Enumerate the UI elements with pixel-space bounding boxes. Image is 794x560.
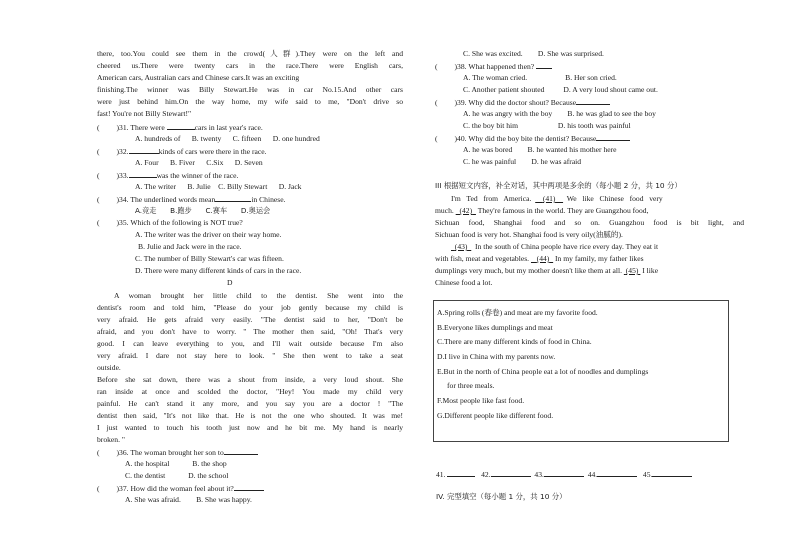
q39-options-ab: A. he was angry with the boy B. he was glad to see the boy <box>463 109 656 118</box>
dialog-line-4: Sichuan food is very hot. Shanghai food is very oily(油腻的). <box>435 230 623 239</box>
dialog-line-2-pre: much. <box>435 206 454 215</box>
q33-blank[interactable] <box>129 170 157 178</box>
answer-42-label: 42. <box>481 470 491 479</box>
q31-open-paren: ( <box>97 123 100 132</box>
dialog-line-8: Chinese food a lot. <box>435 278 493 287</box>
q38-options-cd: C. Another patient shouted D. A very loud shout came out. <box>463 85 658 94</box>
q33-text: was the winner of the race. <box>156 171 239 180</box>
question-33 <box>97 170 238 181</box>
blank-44-label: (44) <box>536 254 550 263</box>
option-b: B.Everyone likes dumplings and meat <box>437 323 553 332</box>
q39-text: Why did the doctor shout? Because <box>468 98 577 107</box>
q31-options: A. hundreds of B. twenty C. fifteen D. one hundred <box>135 134 320 143</box>
passage1-line-5: were just behind him.On the way home, my wife said to me, "Don't drive so <box>97 97 403 106</box>
blank-42[interactable] <box>456 206 476 215</box>
q34-text-before: The underlined words mean <box>130 195 216 204</box>
q36-text: The woman brought her son to <box>130 448 224 457</box>
q35-text: Which of the following is NOT true? <box>130 218 243 227</box>
option-g: G.Different people like different food. <box>437 411 554 420</box>
q36-options-ab: A. the hospital B. the shop <box>125 459 227 468</box>
q40-blank[interactable] <box>596 133 630 141</box>
q31-number: )31. <box>116 123 129 132</box>
answer-45-label: 45. <box>642 470 653 479</box>
q36-blank[interactable] <box>224 447 258 455</box>
q39-options-cd: C. the boy bit him D. his tooth was painful <box>463 121 631 130</box>
blank-43[interactable] <box>451 242 471 251</box>
answer-44-label: 44. <box>587 470 598 479</box>
option-a: A.Spring rolls (春卷) and meat are my favorite food. <box>437 308 598 317</box>
q37-blank[interactable] <box>234 483 264 491</box>
passage3-line-6: broken. " <box>97 435 125 444</box>
dialog-line-2-post: They're famous in the world. They are Guangzhou food, <box>477 206 649 215</box>
q34-options: A.竞走 B.跑步 C.赛车 D.奥运会 <box>135 206 271 215</box>
passage1-line-4: finishing.The winner was Billy Stewart.He was in car No.15.And other cars <box>97 85 403 94</box>
blank-44[interactable] <box>531 254 553 263</box>
section-d-label: D <box>227 278 233 287</box>
q36-number: )36. <box>116 448 129 457</box>
dialog-line-6-post: In my family, my father likes <box>555 254 644 263</box>
option-e: E.But in the north of China people eat a lot of noodles and dumplings <box>437 367 649 376</box>
q39-blank[interactable] <box>576 97 610 105</box>
passage1-line-3: American cars, Australian cars and Chinese cars.It was an exciting <box>97 73 300 82</box>
q37-number: )37. <box>116 484 129 493</box>
dialog-line-3: Sichuan food, Shanghai food and so on. Guangzhou food is bit light, and <box>435 218 744 227</box>
q40-text: Why did the boy bite the dentist? Because <box>468 134 597 143</box>
q37-text: How did the woman feel about it? <box>130 484 234 493</box>
answer-43-label: 43. <box>534 470 544 479</box>
q33-number: )33. <box>116 171 129 180</box>
q40-open-paren: ( <box>435 134 438 143</box>
q31-text-after: cars in last year's race. <box>194 123 263 132</box>
passage2-line-4: afraid, and you don't have to worry. " The mother then said, "Oh! That's very <box>97 327 403 336</box>
q34-open-paren: ( <box>97 195 100 204</box>
dialog-line-7 <box>435 266 658 276</box>
option-d: D.I live in China with my parents now. <box>437 352 556 361</box>
q39-number: )39. <box>454 98 467 107</box>
passage2-line-1: A woman brought her little child to the dentist. She went into the <box>114 291 403 300</box>
q32-options: A. Four B. Fiver C.Six D. Seven <box>135 158 263 167</box>
q38-number: )38. <box>454 62 467 71</box>
blank-45-label: (45) <box>625 266 639 275</box>
passage2-line-6: very afraid. I dare not stay here to look. " She then went to take a seat <box>97 351 403 360</box>
answer-41-blank[interactable] <box>447 469 475 477</box>
passage2-line-3: very afraid. He gets afraid very easily. "The dentist said to her, "Don't be <box>97 315 403 324</box>
q37-options-ab: A. She was afraid. B. She was happy. <box>125 495 252 504</box>
q31-text-before: There were <box>130 123 165 132</box>
answer-43-blank[interactable] <box>544 469 584 477</box>
passage1-line-1: there, too.You could see them in the crowd(人群).They were on the left and <box>97 49 403 58</box>
dialog-line-1-pre: I'm Ted from America. <box>451 194 532 203</box>
q37-options-cd: C. She was excited. D. She was surprised. <box>463 49 604 58</box>
q34-text-after: in Chinese. <box>251 195 286 204</box>
dialog-line-1 <box>451 194 663 204</box>
answer-42-blank[interactable] <box>491 469 531 477</box>
answer-41-label: 41. <box>436 470 446 479</box>
q32-number: )32. <box>116 147 129 156</box>
question-39 <box>435 97 610 108</box>
dialog-line-2 <box>435 206 648 216</box>
q40-options-ab: A. he was bored B. he wanted his mother here <box>463 145 617 154</box>
dialog-line-1-post: We like Chinese food very <box>566 194 663 203</box>
passage2-line-2: dentist's room and told him, "Please do your job gently because my child is <box>97 303 403 312</box>
question-32 <box>97 146 267 157</box>
q40-options-cd: C. he was painful D. he was afraid <box>463 157 582 166</box>
dialog-line-5 <box>451 242 658 252</box>
question-38 <box>435 61 552 72</box>
q32-blank[interactable] <box>129 146 159 154</box>
blank-41-label: (41) <box>542 194 556 203</box>
q32-text: kinds of cars were there in the race. <box>158 147 267 156</box>
q37-open-paren: ( <box>97 484 100 493</box>
passage3-line-1: Before she sat down, there was a shout from inside, a very loud shout. She <box>97 375 403 384</box>
section-4-title: IV. 完型填空（每小题 1 分，共 10 分） <box>436 492 567 501</box>
answer-44-blank[interactable] <box>597 469 637 477</box>
dialog-line-5-post: In the south of China people have rice every day. They eat it <box>475 242 659 251</box>
question-35 <box>97 218 243 228</box>
passage2-line-5: good. I can leave everything to you, and I'll wait outside because I'm also <box>97 339 403 348</box>
q35-option-a: A. The writer was the driver on their way home. <box>135 230 282 239</box>
q38-open-paren: ( <box>435 62 438 71</box>
q35-option-c: C. The number of Billy Stewart's car was fifteen. <box>135 254 284 263</box>
passage3-line-2: ran inside at once and scolded the doctor, "Hey! You made my child very <box>97 387 403 396</box>
q39-open-paren: ( <box>435 98 438 107</box>
dialog-line-6 <box>435 254 644 264</box>
dialog-line-7-pre: dumplings very much, but my mother doesn't like them at all. <box>435 266 622 275</box>
blank-41[interactable] <box>535 194 563 203</box>
question-40 <box>435 133 630 144</box>
option-c: C.There are many different kinds of food in China. <box>437 337 592 346</box>
q33-open-paren: ( <box>97 171 100 180</box>
question-36 <box>97 447 258 458</box>
q36-open-paren: ( <box>97 448 100 457</box>
dialog-line-7-post: I like <box>642 266 659 275</box>
q40-number: )40. <box>454 134 467 143</box>
blank-42-label: (42) <box>459 206 473 215</box>
passage1-line-6: fast! You're not Billy Stewart!" <box>97 109 192 118</box>
q35-number: )35. <box>116 218 129 227</box>
passage3-line-3: painful. He can't stand it any more, and you say you are a doctor ! "The <box>97 399 403 408</box>
section-3-title: III 根据短文内容，补全对话，其中两项是多余的（每小题 2 分，共 10 分） <box>435 181 682 190</box>
passage3-line-4: dentist then said, "It's not like that. He is not the one who shouted. It was me! <box>97 411 403 420</box>
q34-blank[interactable] <box>215 194 251 202</box>
passage2-line-7: outside. <box>97 363 121 372</box>
q36-options-cd: C. the dentist D. the school <box>125 471 229 480</box>
answer-45-blank[interactable] <box>652 469 692 477</box>
passage1-line-2: cheered us.There were twenty cars in the race.There were English cars, <box>97 61 403 70</box>
blank-45[interactable] <box>624 266 640 275</box>
q38-options-ab: A. The woman cried. B. Her son cried. <box>463 73 617 82</box>
blank-43-label: (43) <box>454 242 468 251</box>
q35-option-d: D. There were many different kinds of cars in the race. <box>135 266 302 275</box>
q31-blank[interactable] <box>167 122 195 130</box>
option-f: F.Most people like fast food. <box>437 396 525 405</box>
q32-open-paren: ( <box>97 147 100 156</box>
option-e-continued: for three meals. <box>447 381 495 390</box>
q38-blank[interactable] <box>536 61 552 69</box>
answer-row <box>436 469 692 480</box>
q38-text: What happened then? <box>468 62 535 71</box>
question-37 <box>97 483 264 494</box>
q35-open-paren: ( <box>97 218 100 227</box>
dialog-line-6-pre: with fish, meat and vegetables. <box>435 254 530 263</box>
q33-options: A. The writer B. Julie C. Billy Stewart D. Jack <box>135 182 302 191</box>
question-34 <box>97 194 285 205</box>
q35-option-b: B. Julie and Jack were in the race. <box>138 242 242 251</box>
question-31 <box>97 122 263 133</box>
q34-number: )34. <box>116 195 129 204</box>
passage3-line-5: I just wanted to touch his tooth just now and he bit me. My hand is nearly <box>97 423 403 432</box>
